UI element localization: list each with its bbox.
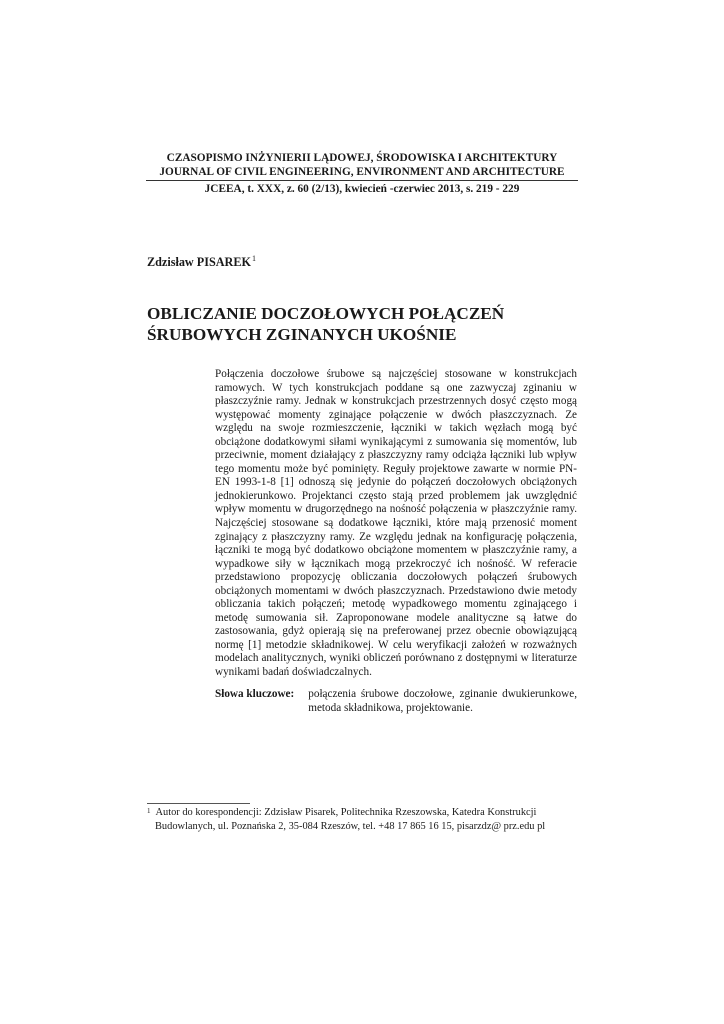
footnote	[147, 806, 579, 833]
author	[147, 255, 256, 269]
keywords	[215, 687, 577, 715]
journal-citation: JCEEA, t. XXX, z. 60 (2/13), kwiecień -czerwiec 2013, s. 219 - 229	[204, 183, 520, 195]
journal-header	[146, 151, 578, 196]
paper-title-line-2: ŚRUBOWYCH ZGINANYCH UKOŚNIE	[147, 325, 457, 344]
paper-title	[147, 303, 577, 345]
footnote-mark: 1	[147, 807, 151, 815]
abstract: Połączenia doczołowe śrubowe są najczęściej stosowane w konstrukcjach ramowych. W tych konstrukcjach poddane są one zazwyczaj zginaniu w płaszczyźnie ramy. Jednak w konstrukcjach przestrzennych dosyć często mogą występować momenty zginające połączenie w dwóch płaszczyznach. Ze względu na swoje rozmieszczenie, łączniki w takich węzłach mogą być obciążone dodatkowymi siłami wynikającymi z sumowania się momentów, lub przeciwnie, moment działający z płaszczyzny ramy odciąża łączniki lub wpływ tego momentu może być pominięty. Reguły projektowe zawarte w normie PN-EN 1993-1-8 [1] odnoszą się jedynie do połączeń doczołowych obciążonych jednokierunkowo. Projektanci często stają przed problemem jak uwzględnić wpływ momentu w drugorzędnego na nośność połączenia w płaszczyźnie ramy. Najczęściej stosowane są dodatkowe łączniki, które mają przenosić moment zginający z płaszczyzny ramy. Ze względu jednak na konfigurację połączenia, łączniki te mogą być dodatkowo obciążone momentem w płaszczyźnie ramy, a wypadkowe siły w łącznikach mogą przekroczyć ich nośność. W referacie przedstawiono propozycję obliczania doczołowych połączeń śrubowych obciążonych momentami w dwóch płaszczyznach. Przedstawiono dwie metody obliczania takich połączeń; metodę wypadkowego momentu zginającego i metodę sumowania sił. Zaproponowane modele analityczne są łatwe do zastosowania, gdyż opierają się na preferowanej przez obecnie obowiązującą normę [1] metodzie składnikowej. W celu weryfikacji założeń w rozważnych modelach analitycznych, wyniki obliczeń porównano z dostępnymi w literaturze wynikami badań doświadczalnych.	[215, 368, 577, 679]
keywords-text: połączenia śrubowe doczołowe, zginanie dwukierunkowe, metoda składnikowa, projektowanie.	[308, 688, 577, 714]
footnote-text-1: Autor do korespondencji: Zdzisław Pisarek, Politechnika Rzeszowska, Katedra Konstrukcji	[155, 807, 537, 818]
keywords-label: Słowa kluczowe:	[215, 688, 295, 700]
footnote-divider	[147, 803, 250, 804]
journal-name-polish: CZASOPISMO INŻYNIERII LĄDOWEJ, ŚRODOWISKA I ARCHITEKTURY	[166, 152, 558, 164]
paper-title-line-1: OBLICZANIE DOCZOŁOWYCH POŁĄCZEŃ	[147, 304, 505, 323]
journal-name-english: JOURNAL OF CIVIL ENGINEERING, ENVIRONMENT AND ARCHITECTURE	[146, 165, 578, 181]
author-name: Zdzisław PISAREK	[147, 255, 251, 269]
author-footnote-mark: 1	[251, 254, 256, 263]
footnote-text-2: Budowlanych, ul. Poznańska 2, 35-084 Rzeszów, tel. +48 17 865 16 15, pisarzdz@ prz.edu pl	[155, 820, 546, 832]
footnote-line-1	[147, 806, 579, 820]
